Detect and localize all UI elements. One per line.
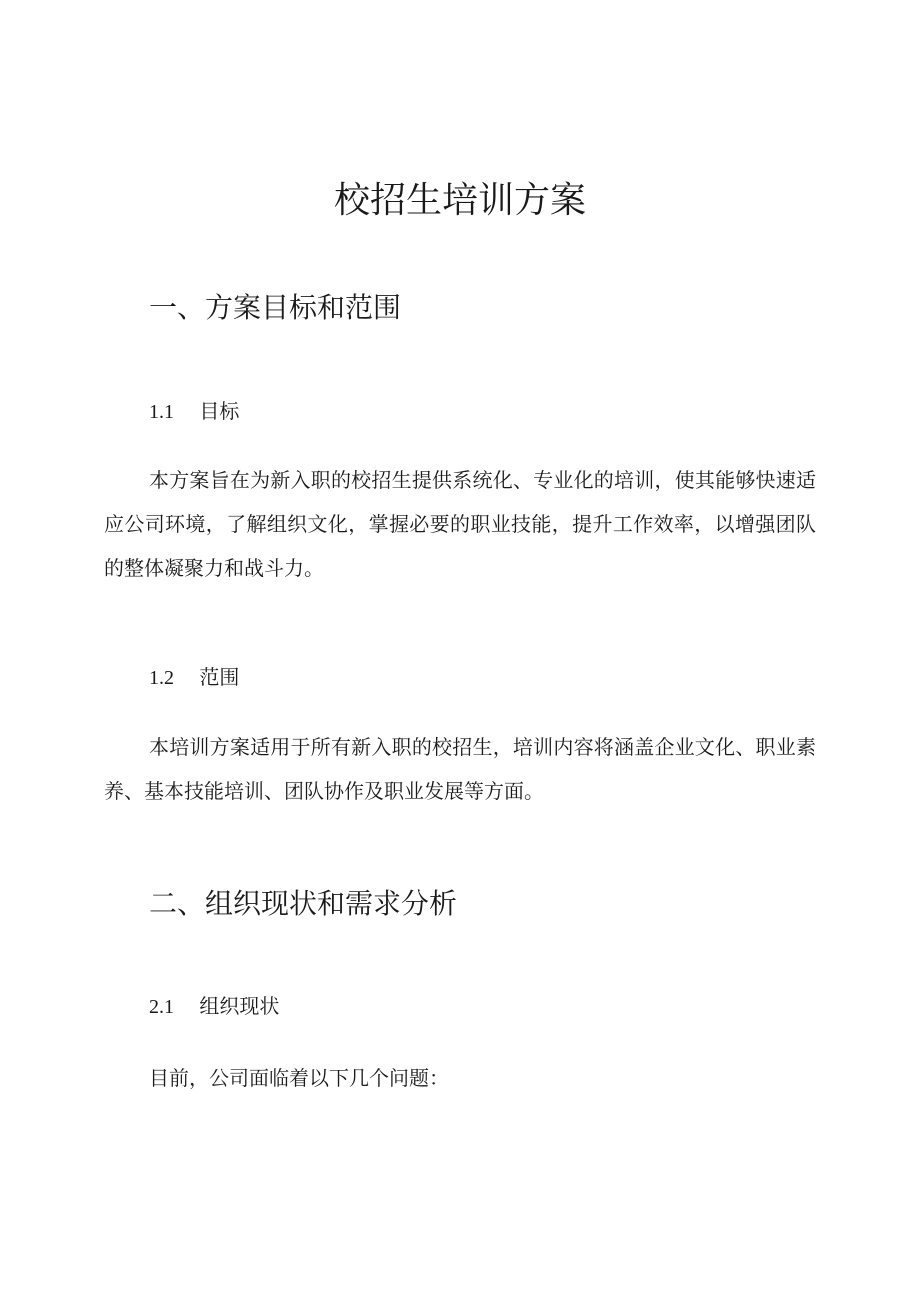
subsection-2-1-label: 组织现状 (199, 994, 280, 1018)
subsection-1-1-body: 本方案旨在为新入职的校招生提供系统化、专业化的培训，使其能够快速适应公司环境，了解组织文化，掌握必要的职业技能，提升工作效率，以增强团队的整体凝聚力和战斗力。 (104, 468, 816, 580)
section-1-heading: 一、方案目标和范围 (149, 291, 402, 324)
subsection-2-1-heading (149, 991, 279, 1022)
subsection-2-1-number: 2.1 (149, 996, 174, 1018)
subsection-2-1-body: 目前，公司面临着以下几个问题： (149, 1066, 449, 1090)
subsection-1-2-heading (149, 662, 239, 693)
document-title: 校招生培训方案 (333, 180, 586, 221)
subsection-1-1-label: 目标 (199, 399, 240, 423)
section-2-heading: 二、组织现状和需求分析 (149, 887, 458, 920)
subsection-1-1-number: 1.1 (149, 401, 174, 423)
subsection-1-2-number: 1.2 (149, 667, 174, 689)
subsection-1-2-label: 范围 (199, 665, 240, 689)
subsection-1-2-body: 本培训方案适用于所有新入职的校招生，培训内容将涵盖企业文化、职业素养、基本技能培训、团队协作及职业发展等方面。 (104, 735, 816, 803)
subsection-1-1-heading (149, 396, 239, 427)
